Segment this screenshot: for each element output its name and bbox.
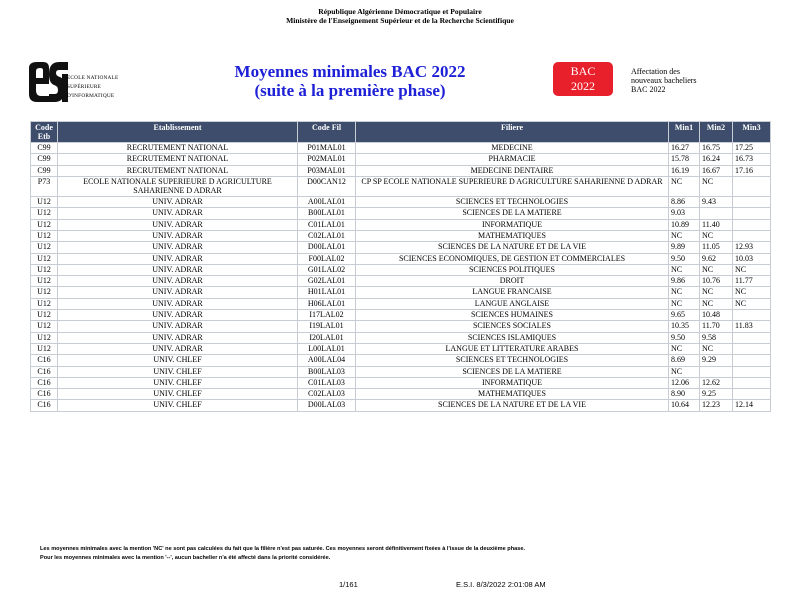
table-row [31,165,771,176]
cell-code-fil: L00LAL01 [298,343,356,354]
cell-min1: NC [669,264,700,275]
logo-line-2: SUPÉRIEURE [67,84,102,90]
note-dash: Pour les moyennes minimales avec la mention '--', aucun bachelier n'a été affecté dans la priorité considérée. [40,555,331,561]
cell-min2: 11.70 [700,321,733,332]
cell-min2: 10.76 [700,276,733,287]
cell-min3 [733,332,771,343]
table-row [31,321,771,332]
cell-etablissement: UNIV. ADRAR [58,276,298,287]
cell-min1: NC [669,287,700,298]
cell-filiere: MEDECINE DENTAIRE [356,165,669,176]
cell-code-etb: U12 [31,208,58,219]
cell-filiere: LANGUE ET LITTERATURE ARABES [356,343,669,354]
cell-min2: 12.23 [700,400,733,411]
cell-code-etb: U12 [31,242,58,253]
cell-code-fil: I17LAL02 [298,310,356,321]
cell-filiere: MATHEMATIQUES [356,389,669,400]
cell-min2: NC [700,343,733,354]
cell-code-fil: P02MAL01 [298,154,356,165]
cell-code-etb: U12 [31,287,58,298]
table-row [31,377,771,388]
cell-min3 [733,355,771,366]
cell-min3: 11.83 [733,321,771,332]
cell-min1: 10.89 [669,219,700,230]
cell-code-etb: C16 [31,400,58,411]
cell-min1: 8.69 [669,355,700,366]
table-row [31,366,771,377]
cell-min1: 8.90 [669,389,700,400]
table-row [31,176,771,196]
cell-code-fil: P01MAL01 [298,143,356,154]
cell-min2: NC [700,287,733,298]
cell-code-fil: C01LAL01 [298,219,356,230]
cell-min1: NC [669,366,700,377]
affectation-line-3: BAC 2022 [631,85,666,94]
table-header-row [31,122,771,143]
cell-min1: 9.86 [669,276,700,287]
cell-min2: 9.25 [700,389,733,400]
cell-etablissement: UNIV. ADRAR [58,253,298,264]
cell-min3 [733,377,771,388]
cell-min3: 17.16 [733,165,771,176]
table-row [31,208,771,219]
cell-min1: 9.50 [669,253,700,264]
cell-min2: 9.29 [700,355,733,366]
cell-min1: 16.27 [669,143,700,154]
cell-code-etb: C99 [31,143,58,154]
table-row [31,230,771,241]
results-table [30,121,771,412]
cell-filiere: SCIENCES DE LA MATIERE [356,208,669,219]
cell-filiere: SCIENCES DE LA MATIERE [356,366,669,377]
cell-min3 [733,219,771,230]
cell-min1: 9.03 [669,208,700,219]
cell-code-fil: B00LAL03 [298,366,356,377]
document-header [0,7,800,25]
cell-etablissement: UNIV. ADRAR [58,219,298,230]
table-row [31,332,771,343]
table-row [31,276,771,287]
document-title [200,62,500,100]
cell-etablissement: UNIV. CHLEF [58,389,298,400]
header-ministry: Ministère de l'Enseignement Supérieur et de la Recherche Scientifique [286,16,514,25]
cell-filiere: LANGUE FRANCAISE [356,287,669,298]
cell-code-fil: C01LAL03 [298,377,356,388]
cell-code-fil: D00CAN12 [298,176,356,196]
cell-filiere: SCIENCES POLITIQUES [356,264,669,275]
cell-code-etb: U12 [31,264,58,275]
cell-min2: 9.43 [700,197,733,208]
cell-filiere: DROIT [356,276,669,287]
cell-min3: NC [733,287,771,298]
cell-code-fil: G02LAL01 [298,276,356,287]
table-row [31,400,771,411]
table-row [31,143,771,154]
cell-filiere: SCIENCES ET TECHNOLOGIES [356,355,669,366]
col-min2: Min2 [700,122,733,143]
cell-min3: 11.77 [733,276,771,287]
page-number: 1/161 [339,580,358,589]
cell-code-fil: A00LAL01 [298,197,356,208]
cell-etablissement: UNIV. CHLEF [58,366,298,377]
table-row [31,389,771,400]
cell-filiere: SCIENCES HUMAINES [356,310,669,321]
bac-badge-label: BAC [570,64,596,78]
cell-code-etb: U12 [31,253,58,264]
cell-etablissement: UNIV. ADRAR [58,332,298,343]
affectation-label [631,67,697,94]
affectation-line-2: nouveaux bacheliers [631,76,697,85]
cell-min2: 12.62 [700,377,733,388]
cell-min3: 16.73 [733,154,771,165]
cell-min3: 12.14 [733,400,771,411]
cell-code-fil: G01LAL02 [298,264,356,275]
cell-etablissement: UNIV. ADRAR [58,298,298,309]
cell-code-etb: U12 [31,230,58,241]
cell-etablissement: RECRUTEMENT NATIONAL [58,165,298,176]
col-etablissement: Etablissement [58,122,298,143]
cell-filiere: SCIENCES ECONOMIQUES, DE GESTION ET COMMERCIALES [356,253,669,264]
table-row [31,355,771,366]
cell-min3 [733,343,771,354]
cell-code-fil: I20LAL01 [298,332,356,343]
table-row [31,343,771,354]
table-row [31,242,771,253]
cell-min3 [733,366,771,377]
cell-filiere: LANGUE ANGLAISE [356,298,669,309]
cell-etablissement: UNIV. ADRAR [58,264,298,275]
col-min1: Min1 [669,122,700,143]
cell-min1: 9.65 [669,310,700,321]
cell-etablissement: UNIV. ADRAR [58,208,298,219]
cell-etablissement: UNIV. CHLEF [58,400,298,411]
cell-filiere: INFORMATIQUE [356,219,669,230]
cell-code-fil: C02LAL03 [298,389,356,400]
cell-etablissement: UNIV. ADRAR [58,230,298,241]
table-row [31,253,771,264]
cell-min1: 8.86 [669,197,700,208]
cell-code-etb: C16 [31,355,58,366]
cell-min3 [733,230,771,241]
generated-stamp: E.S.I. 8/3/2022 2:01:08 AM [456,580,546,589]
cell-min2 [700,366,733,377]
col-code-etb: Code Etb [31,122,58,143]
cell-min2: NC [700,264,733,275]
cell-filiere: PHARMACIE [356,154,669,165]
header-republic: République Algérienne Démocratique et Populaire [318,7,482,16]
cell-min1: 16.19 [669,165,700,176]
cell-code-etb: C16 [31,389,58,400]
cell-min1: 9.50 [669,332,700,343]
cell-min1: NC [669,230,700,241]
cell-min1: 12.06 [669,377,700,388]
cell-filiere: SCIENCES DE LA NATURE ET DE LA VIE [356,242,669,253]
cell-filiere: CP SP ECOLE NATIONALE SUPERIEURE D AGRICULTURE SAHARIENNE D ADRAR [356,176,669,196]
cell-min2: 16.24 [700,154,733,165]
cell-min2: 10.48 [700,310,733,321]
cell-filiere: MEDECINE [356,143,669,154]
cell-filiere: INFORMATIQUE [356,377,669,388]
cell-min2 [700,208,733,219]
col-filiere: Filiere [356,122,669,143]
cell-min1: 15.78 [669,154,700,165]
cell-code-fil: P03MAL01 [298,165,356,176]
cell-code-etb: U12 [31,276,58,287]
title-line-2: (suite à la première phase) [254,81,446,100]
cell-etablissement: UNIV. CHLEF [58,377,298,388]
cell-min3 [733,176,771,196]
cell-min1: 9.89 [669,242,700,253]
cell-min3 [733,197,771,208]
cell-min2: 16.75 [700,143,733,154]
cell-min3: NC [733,298,771,309]
bac-badge [553,62,613,96]
cell-min1: 10.64 [669,400,700,411]
cell-min2: 11.40 [700,219,733,230]
cell-min3 [733,389,771,400]
cell-code-fil: A00LAL04 [298,355,356,366]
cell-min3: NC [733,264,771,275]
cell-min1: 10.35 [669,321,700,332]
cell-min2: NC [700,176,733,196]
cell-code-fil: H01LAL01 [298,287,356,298]
affectation-line-1: Affectation des [631,67,680,76]
cell-min3: 17.25 [733,143,771,154]
cell-code-etb: C16 [31,377,58,388]
cell-code-etb: U12 [31,321,58,332]
cell-filiere: SCIENCES ET TECHNOLOGIES [356,197,669,208]
cell-etablissement: RECRUTEMENT NATIONAL [58,154,298,165]
cell-etablissement: UNIV. ADRAR [58,242,298,253]
cell-code-etb: C99 [31,165,58,176]
cell-filiere: MATHEMATIQUES [356,230,669,241]
cell-etablissement: UNIV. ADRAR [58,310,298,321]
cell-etablissement: UNIV. CHLEF [58,355,298,366]
cell-code-fil: D00LAL01 [298,242,356,253]
table-row [31,264,771,275]
col-min3: Min3 [733,122,771,143]
cell-etablissement: RECRUTEMENT NATIONAL [58,143,298,154]
cell-etablissement: UNIV. ADRAR [58,287,298,298]
notes [40,545,525,563]
table-row [31,287,771,298]
cell-code-etb: U12 [31,343,58,354]
cell-min1: NC [669,343,700,354]
cell-code-etb: U12 [31,310,58,321]
table-row [31,219,771,230]
cell-min3: 12.93 [733,242,771,253]
cell-min2: 16.67 [700,165,733,176]
table-row [31,154,771,165]
cell-code-etb: U12 [31,219,58,230]
cell-filiere: SCIENCES DE LA NATURE ET DE LA VIE [356,400,669,411]
bac-badge-year: 2022 [571,79,595,93]
cell-code-etb: P73 [31,176,58,196]
logo-line-1: ECOLE NATIONALE [67,75,119,81]
cell-min3: 10.03 [733,253,771,264]
table-row [31,310,771,321]
cell-min2: NC [700,298,733,309]
cell-etablissement: UNIV. ADRAR [58,343,298,354]
cell-min1: NC [669,176,700,196]
cell-code-etb: U12 [31,332,58,343]
note-nc: Les moyennes minimales avec la mention 'NC' ne sont pas calculées du fait que la filière n'est pas saturée. Ces moyennes seront définitivement fixées à l'issue de la deuxième phase. [40,546,526,552]
cell-min2: 9.62 [700,253,733,264]
cell-code-etb: C16 [31,366,58,377]
table-row [31,298,771,309]
cell-code-fil: H06LAL01 [298,298,356,309]
cell-min1: NC [669,298,700,309]
cell-code-etb: C99 [31,154,58,165]
cell-min2: NC [700,230,733,241]
logo-line-3: D'INFORMATIQUE [67,93,115,99]
cell-code-fil: D00LAL03 [298,400,356,411]
cell-min2: 11.05 [700,242,733,253]
cell-code-fil: I19LAL01 [298,321,356,332]
title-line-1: Moyennes minimales BAC 2022 [234,62,466,81]
cell-filiere: SCIENCES ISLAMIQUES [356,332,669,343]
cell-code-etb: U12 [31,197,58,208]
col-code-fil: Code Fil [298,122,356,143]
cell-code-fil: C02LAL01 [298,230,356,241]
table-row [31,197,771,208]
cell-min3 [733,310,771,321]
cell-etablissement: UNIV. ADRAR [58,321,298,332]
logo-text [67,74,118,101]
cell-min3 [733,208,771,219]
cell-code-etb: U12 [31,298,58,309]
cell-code-fil: F00LAL02 [298,253,356,264]
cell-code-fil: B00LAL01 [298,208,356,219]
cell-etablissement: UNIV. ADRAR [58,197,298,208]
cell-min2: 9.58 [700,332,733,343]
cell-etablissement: ECOLE NATIONALE SUPERIEURE D AGRICULTURE SAHARIENNE D ADRAR [58,176,298,196]
cell-filiere: SCIENCES SOCIALES [356,321,669,332]
